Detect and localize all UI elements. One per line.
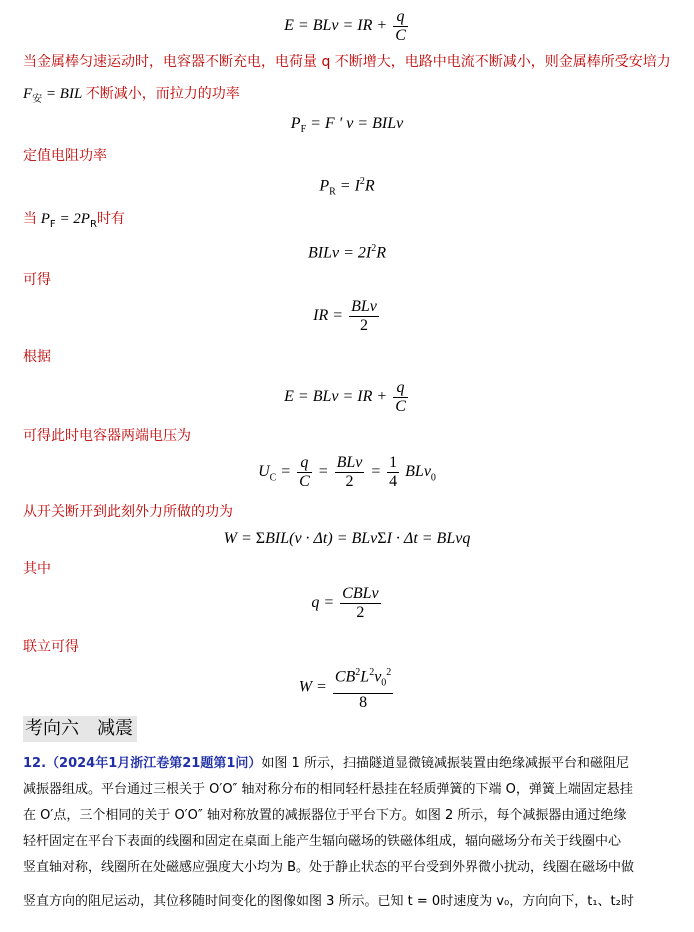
text-line-7: 可得此时电容器两端电压为 [23, 428, 191, 444]
question-line-4: 轻杆固定在平台下表面的线圈和固定在桌面上能产生辐向磁场的铁磁体组成，辐向磁场分布关于线圈中心 [23, 834, 622, 849]
equation-emf-top: E = BLv = IR + $\frac{q}{C}$ [284, 8, 406, 44]
text-line-5: 可得 [23, 272, 51, 288]
equation-capacitor-voltage: $U_C$ = $\frac{q}{C}$ = $\frac{\text{BLv}}{2}$ = $\frac{1}{4}$ BLv$_0$ [258, 454, 436, 490]
question-line-6: 竖直方向的阻尼运动，其位移随时间变化的图像如图 3 所示。已知 t = 0时速度为 v₀，方向向下，t₁、t₂时 [23, 894, 634, 909]
text-line-2-label: 不断减小，而拉力的功率 [85, 86, 240, 102]
question-line-3: 在 O′点，三个相同的关于 O′O″ 轴对称放置的减振器位于平台下方。如图 2 所示，每个减振器由通过绝缘 [23, 808, 627, 823]
equation-pull-power: $P_F = F$ ′ v = BILv [290, 115, 404, 136]
question-line-1 [23, 754, 683, 774]
question-number: 12. [23, 756, 47, 771]
section-heading: 考向六 减震 [23, 716, 137, 742]
text-line-9: 其中 [23, 561, 51, 577]
question-line-2: 减振器组成。平台通过三根关于 O′O″ 轴对称分布的相同轻杆悬挂在轻质弹簧的下端 O，弹簧上端固定悬挂 [23, 782, 633, 797]
question-line-5: 竖直轴对称，线圈所在处磁感应强度大小均为 B。处于静止状态的平台受到外界微小扰动，线圈在磁场中做 [23, 860, 635, 875]
text-line-2: $F_安$ = BIL 不断减小，而拉力的功率 [23, 86, 240, 105]
text-line-6: 根据 [23, 349, 51, 365]
equation-charge: q = $\frac{\text{CBLv}}{2}$ [311, 585, 379, 621]
text-line-3: 定值电阻功率 [23, 148, 107, 164]
equation-resistor-power: $P_R = I^2R$ [319, 176, 375, 198]
question-source: （2024年1月浙江卷第21题第1问） [46, 756, 262, 771]
equation-work: W = ΣBIL(v · Δt) = BLvΣI · Δt = BLvq [223, 530, 471, 547]
equation-ir: IR = $\frac{\text{BLv}}{2}$ [313, 298, 377, 334]
text-line-10: 联立可得 [23, 639, 79, 655]
text-line-4-a: 当 [23, 211, 37, 227]
question-text-1: 如图 1 所示，扫描隧道显微镜减振装置由绝缘减振平台和磁阻尼 [261, 756, 629, 771]
text-line-4-b: 时有 [96, 211, 125, 227]
text-line-1: 当金属棒匀速运动时，电容器不断充电，电荷量 q 不断增大，电路中电流不断减小，则金属棒所受安培力 [23, 54, 671, 70]
text-line-8: 从开关断开到此刻外力所做的功为 [23, 504, 233, 520]
equation-work-final: W = $\frac{CB^2L^2v_0^2}{8}$ [0, 664, 694, 712]
equation-power-equal: BILv = $2I^2R$ [307, 243, 386, 262]
text-line-4: 当 $P_F = 2P_R$时有 [23, 211, 125, 230]
equation-emf-again: E = BLv = IR + $\frac{q}{C}$ [284, 379, 406, 415]
